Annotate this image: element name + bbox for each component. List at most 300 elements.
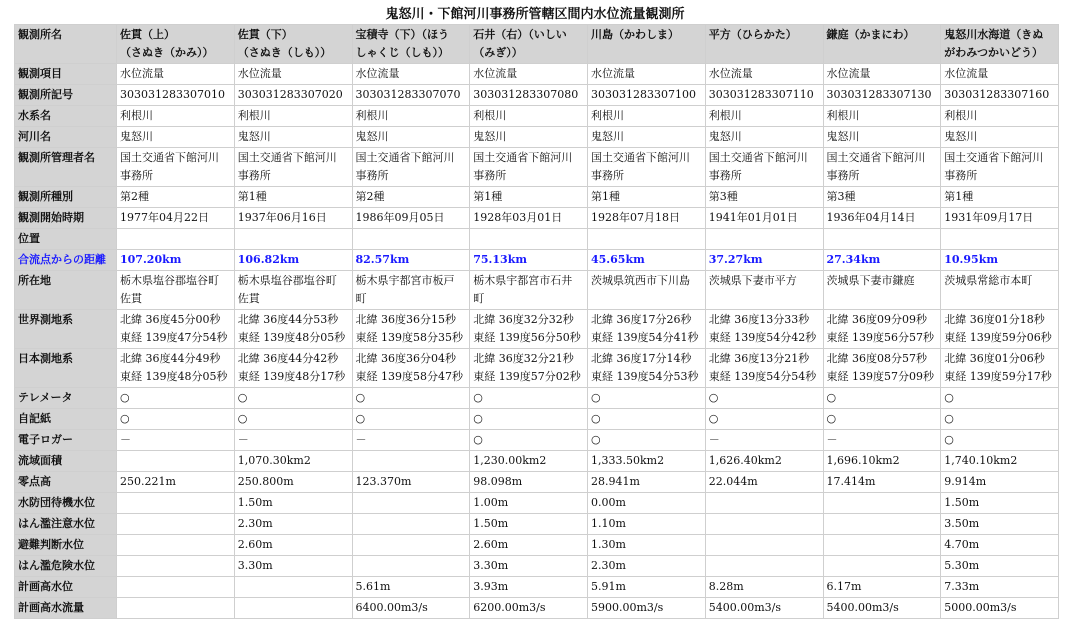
table-cell — [234, 208, 352, 229]
table-cell — [470, 493, 588, 514]
table-cell — [823, 106, 941, 127]
table-cell — [117, 148, 235, 187]
cell-text: 佐貫 — [237, 292, 260, 305]
table-cell — [823, 409, 941, 430]
cell-text: 利根川 — [355, 109, 389, 122]
table-cell — [352, 349, 470, 388]
cell-text: 水位流量 — [120, 67, 164, 80]
cell-text: 1.50m — [473, 517, 509, 530]
row-label: 零点高 — [15, 472, 117, 493]
cell-text: 水位流量 — [826, 67, 871, 80]
table-cell — [117, 187, 235, 208]
table-cell — [941, 598, 1059, 619]
row-label: 観測所管理者名 — [15, 148, 117, 187]
table-row-code — [15, 85, 1059, 106]
cell-text: 水位流量 — [708, 67, 753, 80]
table-cell — [588, 556, 706, 577]
cell-text: 栃木県宇都宮市板戸 — [355, 274, 455, 287]
row-label: 水防団待機水位 — [15, 493, 117, 514]
cell-text: 4.70m — [944, 538, 980, 551]
cell-text: 国土交通省下館河川 — [473, 151, 573, 164]
cell-text: 東経 139度56分57秒 — [826, 331, 934, 344]
table-cell — [588, 388, 706, 409]
cell-text: ○ — [944, 391, 954, 404]
cell-text: ○ — [355, 412, 366, 425]
cell-text: ○ — [826, 412, 837, 425]
row-label: 世界測地系 — [15, 310, 117, 349]
station-name-line2: がわみつかいどう） — [944, 46, 1044, 59]
table-cell — [823, 85, 941, 106]
cell-text: 1,230.00km2 — [473, 454, 547, 467]
table-cell — [352, 535, 470, 556]
table-cell — [234, 556, 352, 577]
cell-text: 北緯 36度44分53秒 — [237, 313, 339, 326]
table-cell — [705, 187, 823, 208]
cell-text: 東経 139度59分17秒 — [944, 370, 1052, 383]
station-header-8 — [941, 25, 1059, 64]
table-row-kind — [15, 187, 1059, 208]
cell-text: 鬼怒川 — [708, 130, 742, 143]
cell-text: 107.20km — [120, 253, 182, 266]
table-cell — [588, 250, 706, 271]
station-header-6 — [705, 25, 823, 64]
cell-text: 5000.00m3/s — [944, 601, 1017, 614]
table-cell — [234, 271, 352, 310]
cell-text: 1.50m — [237, 496, 273, 509]
cell-text: 利根川 — [591, 109, 624, 122]
cell-text: 6200.00m3/s — [473, 601, 546, 614]
table-cell — [588, 577, 706, 598]
table-cell — [588, 472, 706, 493]
table-cell — [823, 310, 941, 349]
table-cell — [588, 493, 706, 514]
table-cell — [588, 271, 706, 310]
table-row-item — [15, 64, 1059, 85]
cell-text: 事務所 — [355, 169, 389, 182]
table-cell — [705, 430, 823, 451]
table-cell — [705, 148, 823, 187]
table-cell — [234, 64, 352, 85]
table-cell — [352, 598, 470, 619]
station-name-line1: 鎌庭（かまにわ） — [826, 28, 915, 41]
cell-text: 事務所 — [237, 169, 271, 182]
cell-text: 1.00m — [473, 496, 509, 509]
cell-text: 303031283307160 — [944, 88, 1050, 101]
table-cell — [941, 229, 1059, 250]
cell-text: 5400.00m3/s — [708, 601, 782, 614]
cell-text: 2.60m — [237, 538, 273, 551]
cell-text: 22.044m — [708, 475, 758, 488]
table-row-caution — [15, 514, 1059, 535]
cell-text: 水位流量 — [355, 67, 400, 80]
cell-text: 東経 139度54分53秒 — [591, 370, 699, 383]
table-row-wgs — [15, 310, 1059, 349]
table-cell — [352, 493, 470, 514]
cell-text: 事務所 — [944, 169, 978, 182]
table-cell — [234, 148, 352, 187]
table-cell — [705, 388, 823, 409]
cell-text: 東経 139度57分02秒 — [473, 370, 581, 383]
cell-text: 東経 139度58分47秒 — [355, 370, 463, 383]
table-row-tokyo — [15, 349, 1059, 388]
cell-text: 北緯 36度01分06秒 — [944, 352, 1045, 365]
row-label: 合流点からの距離 — [15, 250, 117, 271]
cell-text: 1.10m — [591, 517, 626, 530]
table-cell — [941, 208, 1059, 229]
table-cell — [117, 127, 235, 148]
station-header-1 — [117, 25, 235, 64]
table-row-standby — [15, 493, 1059, 514]
table-cell — [705, 535, 823, 556]
cell-text: 栃木県塩谷郡塩谷町 — [120, 274, 219, 287]
table-cell — [117, 85, 235, 106]
table-cell — [588, 148, 706, 187]
cell-text: 1977年04月22日 — [120, 211, 209, 224]
cell-text: 茨城県下妻市平方 — [708, 274, 797, 287]
cell-text: 1,070.30km2 — [237, 454, 311, 467]
table-cell — [823, 514, 941, 535]
cell-text: 1,740.10km2 — [944, 454, 1018, 467]
cell-text: 茨城県筑西市下川島 — [591, 274, 690, 287]
cell-text: 東経 139度56分50秒 — [473, 331, 581, 344]
table-cell — [470, 187, 588, 208]
cell-text: 利根川 — [826, 109, 860, 122]
cell-text: － — [120, 433, 131, 446]
cell-text: 第1種 — [944, 190, 974, 203]
table-row-start — [15, 208, 1059, 229]
cell-text: 鬼怒川 — [237, 130, 271, 143]
row-label: 観測所記号 — [15, 85, 117, 106]
cell-text: 北緯 36度08分57秒 — [826, 352, 927, 365]
cell-text: 5.91m — [591, 580, 626, 593]
table-cell — [823, 187, 941, 208]
row-label: 計画高水位 — [15, 577, 117, 598]
table-cell — [588, 85, 706, 106]
table-cell — [588, 208, 706, 229]
table-cell — [352, 127, 470, 148]
cell-text: 北緯 36度09分09秒 — [826, 313, 927, 326]
table-cell — [352, 271, 470, 310]
header-row — [15, 25, 1059, 64]
table-cell — [470, 271, 588, 310]
station-header-5 — [588, 25, 706, 64]
table-cell — [117, 430, 235, 451]
table-cell — [823, 577, 941, 598]
table-cell — [941, 349, 1059, 388]
cell-text: 東経 139度54分42秒 — [708, 331, 817, 344]
cell-text: 国土交通省下館河川 — [826, 151, 926, 164]
cell-text: 第1種 — [237, 190, 267, 203]
cell-text: 1931年09月17日 — [944, 211, 1034, 224]
table-cell — [823, 229, 941, 250]
row-label: はん濫注意水位 — [15, 514, 117, 535]
table-cell — [470, 598, 588, 619]
cell-text: 国土交通省下館河川 — [708, 151, 808, 164]
table-cell — [234, 85, 352, 106]
cell-text: 東経 139度59分06秒 — [944, 331, 1052, 344]
cell-text: 鬼怒川 — [826, 130, 860, 143]
table-cell — [352, 514, 470, 535]
table-cell — [941, 106, 1059, 127]
table-cell — [117, 388, 235, 409]
table-cell — [941, 271, 1059, 310]
station-header-3 — [352, 25, 470, 64]
cell-text: 北緯 36度32分32秒 — [473, 313, 574, 326]
cell-text: ○ — [944, 433, 954, 446]
cell-text: 1,333.50km2 — [591, 454, 665, 467]
cell-text: 7.33m — [944, 580, 980, 593]
cell-text: ○ — [120, 412, 130, 425]
table-body — [15, 64, 1059, 619]
cell-text: 3.30m — [237, 559, 273, 572]
table-row-tele — [15, 388, 1059, 409]
cell-text: 5.61m — [355, 580, 391, 593]
table-cell — [941, 388, 1059, 409]
table-cell — [705, 514, 823, 535]
table-row-rec — [15, 409, 1059, 430]
cell-text: 北緯 36度17分26秒 — [591, 313, 692, 326]
cell-text: 第2種 — [120, 190, 149, 203]
table-cell — [588, 187, 706, 208]
cell-text: 82.57km — [355, 253, 410, 266]
table-cell — [941, 64, 1059, 85]
cell-text: 事務所 — [591, 169, 624, 182]
cell-text: 1937年06月16日 — [237, 211, 327, 224]
table-cell — [588, 514, 706, 535]
table-cell — [823, 271, 941, 310]
table-cell — [823, 388, 941, 409]
cell-text: 利根川 — [944, 109, 978, 122]
table-cell — [117, 349, 235, 388]
cell-text: 栃木県塩谷郡塩谷町 — [237, 274, 337, 287]
table-cell — [352, 451, 470, 472]
table-cell — [941, 493, 1059, 514]
table-row-plan_q — [15, 598, 1059, 619]
table-cell — [941, 85, 1059, 106]
table-cell — [588, 229, 706, 250]
cell-text: 第3種 — [826, 190, 856, 203]
cell-text: 1936年04月14日 — [826, 211, 916, 224]
table-cell — [470, 388, 588, 409]
cell-text: ○ — [473, 412, 483, 425]
table-cell — [234, 577, 352, 598]
table-cell — [941, 535, 1059, 556]
cell-text: － — [826, 433, 838, 446]
table-cell — [234, 106, 352, 127]
table-cell — [117, 250, 235, 271]
table-cell — [234, 310, 352, 349]
table-cell — [352, 430, 470, 451]
cell-text: 2.30m — [237, 517, 273, 530]
cell-text: 国土交通省下館河川 — [237, 151, 337, 164]
table-cell — [823, 430, 941, 451]
table-cell — [470, 451, 588, 472]
table-cell — [588, 106, 706, 127]
table-cell — [470, 430, 588, 451]
table-cell — [705, 229, 823, 250]
station-name-line2: （みぎ）） — [473, 46, 523, 59]
table-cell — [705, 577, 823, 598]
table-cell — [470, 514, 588, 535]
station-name-line1: 川島（かわしま） — [591, 28, 679, 41]
cell-text: 1986年09月05日 — [355, 211, 445, 224]
cell-text: 3.30m — [473, 559, 509, 572]
cell-text: 1928年07月18日 — [591, 211, 680, 224]
cell-text: 事務所 — [473, 169, 507, 182]
table-cell — [705, 310, 823, 349]
cell-text: 茨城県常総市本町 — [944, 274, 1033, 287]
table-cell — [705, 556, 823, 577]
table-cell — [823, 493, 941, 514]
table-cell — [470, 577, 588, 598]
row-label: 水系名 — [15, 106, 117, 127]
cell-text: 東経 139度48分05秒 — [237, 331, 346, 344]
cell-text: ○ — [944, 412, 954, 425]
cell-text: 北緯 36度01分18秒 — [944, 313, 1045, 326]
cell-text: 303031283307070 — [355, 88, 461, 101]
table-cell — [588, 451, 706, 472]
cell-text: 1.30m — [591, 538, 626, 551]
cell-text: 303031283307100 — [591, 88, 696, 101]
table-cell — [117, 451, 235, 472]
table-cell — [470, 127, 588, 148]
table-cell — [705, 349, 823, 388]
station-name-line1: 佐貫（下） — [237, 28, 293, 41]
cell-text: 303031283307110 — [708, 88, 814, 101]
table-cell — [470, 85, 588, 106]
table-cell — [352, 310, 470, 349]
table-cell — [234, 250, 352, 271]
table-cell — [352, 250, 470, 271]
cell-text: 利根川 — [237, 109, 271, 122]
table-cell — [470, 208, 588, 229]
cell-text: 東経 139度48分17秒 — [237, 370, 346, 383]
table-cell — [234, 127, 352, 148]
cell-text: 98.098m — [473, 475, 523, 488]
table-cell — [352, 85, 470, 106]
table-cell — [705, 409, 823, 430]
cell-text: ○ — [237, 412, 248, 425]
cell-text: 東経 139度54分54秒 — [708, 370, 817, 383]
cell-text: ○ — [355, 391, 366, 404]
cell-text: 250.221m — [120, 475, 176, 488]
cell-text: 37.27km — [708, 253, 763, 266]
table-cell — [588, 430, 706, 451]
table-cell — [234, 598, 352, 619]
table-cell — [941, 310, 1059, 349]
table-cell — [588, 598, 706, 619]
cell-text: 北緯 36度32分21秒 — [473, 352, 574, 365]
table-cell — [470, 349, 588, 388]
cell-text: ○ — [473, 433, 483, 446]
cell-text: 1,626.40km2 — [708, 454, 782, 467]
row-label: 観測開始時期 — [15, 208, 117, 229]
table-cell — [117, 310, 235, 349]
table-cell — [117, 472, 235, 493]
table-cell — [352, 208, 470, 229]
cell-text: 8.28m — [708, 580, 744, 593]
cell-text: ○ — [708, 391, 719, 404]
table-cell — [588, 409, 706, 430]
cell-text: 6400.00m3/s — [355, 601, 428, 614]
table-cell — [234, 472, 352, 493]
cell-text: 9.914m — [944, 475, 987, 488]
table-cell — [588, 535, 706, 556]
cell-text: 1.50m — [944, 496, 980, 509]
table-cell — [352, 64, 470, 85]
table-cell — [117, 556, 235, 577]
table-cell — [352, 409, 470, 430]
table-cell — [823, 451, 941, 472]
cell-text: 事務所 — [826, 169, 860, 182]
station-name-line2: しゃくじ（しも）） — [355, 46, 449, 59]
row-label: 河川名 — [15, 127, 117, 148]
table-cell — [117, 229, 235, 250]
cell-text: 123.370m — [355, 475, 412, 488]
cell-text: 75.13km — [473, 253, 527, 266]
row-label: 避難判断水位 — [15, 535, 117, 556]
table-cell — [823, 598, 941, 619]
table-cell — [470, 556, 588, 577]
table-row-addr — [15, 271, 1059, 310]
cell-text: 第1種 — [473, 190, 503, 203]
cell-text: 1941年01月01日 — [708, 211, 798, 224]
cell-text: － — [355, 433, 367, 446]
table-cell — [234, 514, 352, 535]
station-header-4 — [470, 25, 588, 64]
cell-text: 鬼怒川 — [944, 130, 978, 143]
cell-text: ○ — [237, 391, 248, 404]
cell-text: 17.414m — [826, 475, 876, 488]
table-cell — [117, 493, 235, 514]
table-row-danger — [15, 556, 1059, 577]
table-cell — [117, 208, 235, 229]
table-cell — [588, 127, 706, 148]
stations-table — [14, 24, 1059, 619]
row-label: はん濫危険水位 — [15, 556, 117, 577]
table-cell — [234, 388, 352, 409]
cell-text: 北緯 36度45分00秒 — [120, 313, 221, 326]
cell-text: 利根川 — [708, 109, 742, 122]
table-cell — [117, 535, 235, 556]
cell-text: 水位流量 — [944, 67, 989, 80]
table-cell — [941, 187, 1059, 208]
table-cell — [117, 577, 235, 598]
table-cell — [352, 577, 470, 598]
table-row-plan_lv — [15, 577, 1059, 598]
cell-text: ○ — [591, 433, 601, 446]
table-row-admin — [15, 148, 1059, 187]
cell-text: ○ — [591, 391, 601, 404]
table-cell — [117, 106, 235, 127]
cell-text: 国土交通省下館河川 — [944, 151, 1044, 164]
table-cell — [705, 493, 823, 514]
cell-text: ○ — [591, 412, 601, 425]
table-cell — [352, 388, 470, 409]
table-cell — [470, 106, 588, 127]
cell-text: ○ — [826, 391, 837, 404]
page-title: 鬼怒川・下館河川事務所管轄区間内水位流量観測所 — [385, 7, 685, 22]
header-label: 観測所名 — [15, 25, 117, 64]
table-cell — [117, 598, 235, 619]
station-name-line1: 佐貫（上） — [120, 28, 175, 41]
cell-text: 水位流量 — [473, 67, 518, 80]
row-label: 自記紙 — [15, 409, 117, 430]
row-label: 位置 — [15, 229, 117, 250]
cell-text: 利根川 — [120, 109, 153, 122]
row-label: 日本測地系 — [15, 349, 117, 388]
table-row-dist — [15, 250, 1059, 271]
